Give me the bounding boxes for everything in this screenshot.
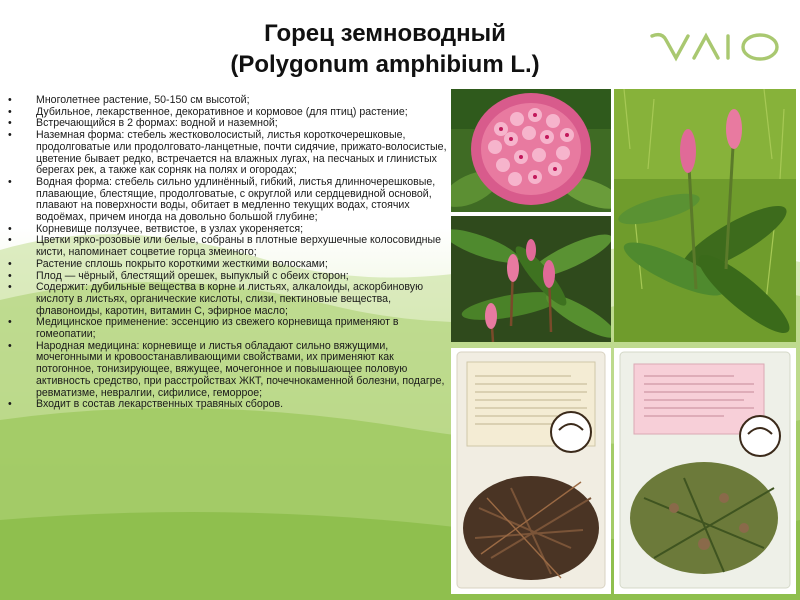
bullet-text: Растение сплошь покрыто короткими жесткими волосками; [36, 257, 328, 270]
bullet-item [8, 282, 448, 317]
bullet-item [8, 235, 448, 258]
bullet-text: Многолетнее растение, 50-150 см высотой; [36, 94, 250, 106]
bullet-marker: • [8, 94, 12, 106]
herb-pack-herb-photo [614, 348, 796, 594]
title-line-2: (Polygonum amphibium L.) [230, 51, 540, 78]
bullet-marker: • [8, 257, 12, 270]
bullet-text: Входит в состав лекарственных травяных сборов. [36, 398, 284, 411]
bullet-text: Наземная форма: стебель жестковолосистый, листья короткочерешковые, продолговатые или продолговато-ланцетные, почти сидячие, прижато-волосистые, цветение бывает редко, встречается на влажных лугах, на песчаных и глинистых берегах рек, а также как сорняк на полях и огородах; [36, 129, 447, 177]
bullet-marker: • [8, 398, 12, 411]
bullet-marker: • [8, 339, 12, 352]
bullet-item [8, 341, 448, 400]
bullet-marker: • [8, 117, 12, 130]
bullet-marker: • [8, 175, 12, 188]
bullet-item [8, 177, 448, 224]
slide-title [130, 18, 640, 80]
bullet-list [8, 95, 448, 411]
bullet-marker: • [8, 316, 12, 329]
bullet-item [8, 399, 448, 411]
aquatic-form-photo [451, 216, 611, 342]
title-line-1: Горец земноводный [264, 20, 506, 47]
bullet-text: Корневище ползучее, ветвистое, в узлах укореняется; [36, 222, 304, 235]
bullet-item [8, 130, 448, 177]
bullet-text: Народная медицина: корневище и листья обладают сильно вяжущими, мочегонными и кровоостанавливающими свойствами, их применяют как потогонное, тонизирующее, вяжущее, мочегонное и повышающее половую активность средство, при расстройствах ЖКТ, почечнокаменной болезни, подагре, ревматизме, невралгии, сифилисе, геморрое; [36, 339, 445, 399]
bullet-text: Водная форма: стебель сильно удлинённый, гибкий, листья длинночерешковые, плавающие, блестящие, продолговатые, с округлой или сердцевидной основой, плавают на поверхности воды, обитает в медленно текущих водах, стоячих водоёмах, причем иногда на довольно большой глубине; [36, 175, 436, 224]
bullet-marker: • [8, 234, 12, 247]
flower-closeup-photo [451, 89, 611, 212]
bullet-marker: • [8, 222, 12, 235]
bullet-text: Цветки ярко-розовые или белые, собраны в плотные верхушечные колосовидные кисти, напоминает соцветие горца змеиного; [36, 234, 442, 259]
bullet-text: Плод — чёрный, блестящий орешек, выпуклый с обеих сторон; [36, 269, 349, 282]
bullet-text: Встречающийся в 2 формах: водной и наземной; [36, 117, 278, 130]
bullet-marker: • [8, 105, 12, 118]
bullet-marker: • [8, 129, 12, 142]
meadow-plant-photo [614, 89, 796, 342]
herb-pack-root-photo [451, 348, 611, 594]
vaio-logo [648, 26, 786, 66]
bullet-marker: • [8, 281, 12, 294]
bullet-marker: • [8, 269, 12, 282]
bullet-text: Содержит: дубильные вещества в корне и листьях, алкалоиды, аскорбиновую кислоту в листьях, органические кислоты, слизи, пектиновые вещества, флавоноиды, каротин, витамин С, эфирное масло; [36, 281, 424, 317]
bullet-item [8, 317, 448, 340]
bullet-text: Медицинское применение: эссенцию из свежего корневища применяют в гомеопатии; [36, 316, 399, 341]
bullet-text: Дубильное, лекарственное, декоративное и кормовое (для птиц) растение; [36, 105, 408, 118]
